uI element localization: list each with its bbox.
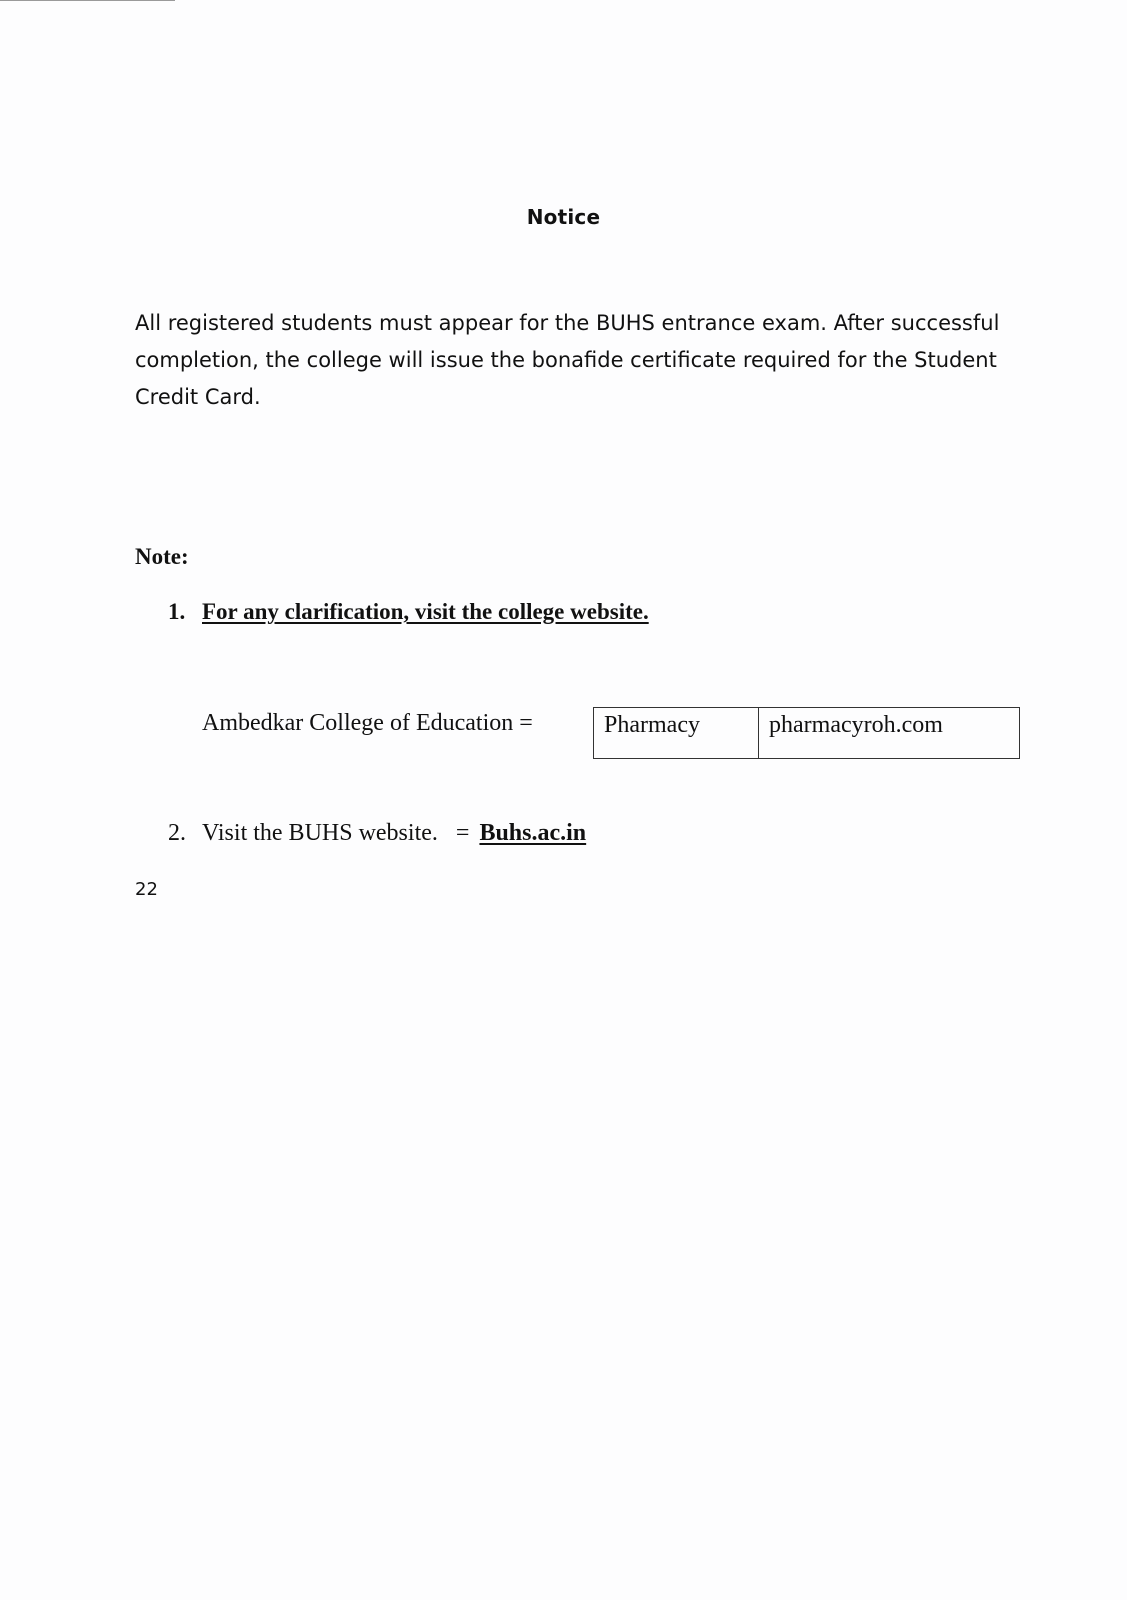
note-item-1-number: 1. (168, 599, 186, 624)
notice-title: Notice (526, 205, 601, 229)
buhs-website-link[interactable]: Buhs.ac.in (479, 820, 587, 846)
college-label: Ambedkar College of Education = (202, 710, 533, 736)
note-label: Note: (135, 544, 189, 569)
note-item-2-number: 2. (168, 820, 186, 846)
note-item-1-text: For any clarification, visit the college website. (202, 599, 649, 624)
page-number: 22 (135, 879, 158, 900)
table-row (594, 708, 1020, 759)
note-item-2 (168, 820, 586, 847)
notice-paragraph: All registered students must appear for the BUHS entrance exam. After successful completion, the college will issue the bonafide certificate required for the Student Credit Card. (135, 311, 1000, 409)
note-item-2-text: Visit the BUHS website. (202, 820, 438, 846)
college-website-table (593, 707, 1020, 759)
note-item-1 (168, 599, 649, 625)
table-cell-department: Pharmacy (594, 708, 759, 759)
note-item-2-equals: = (455, 820, 470, 846)
scan-edge-line (0, 0, 175, 1)
table-cell-website: pharmacyroh.com (759, 708, 1020, 759)
